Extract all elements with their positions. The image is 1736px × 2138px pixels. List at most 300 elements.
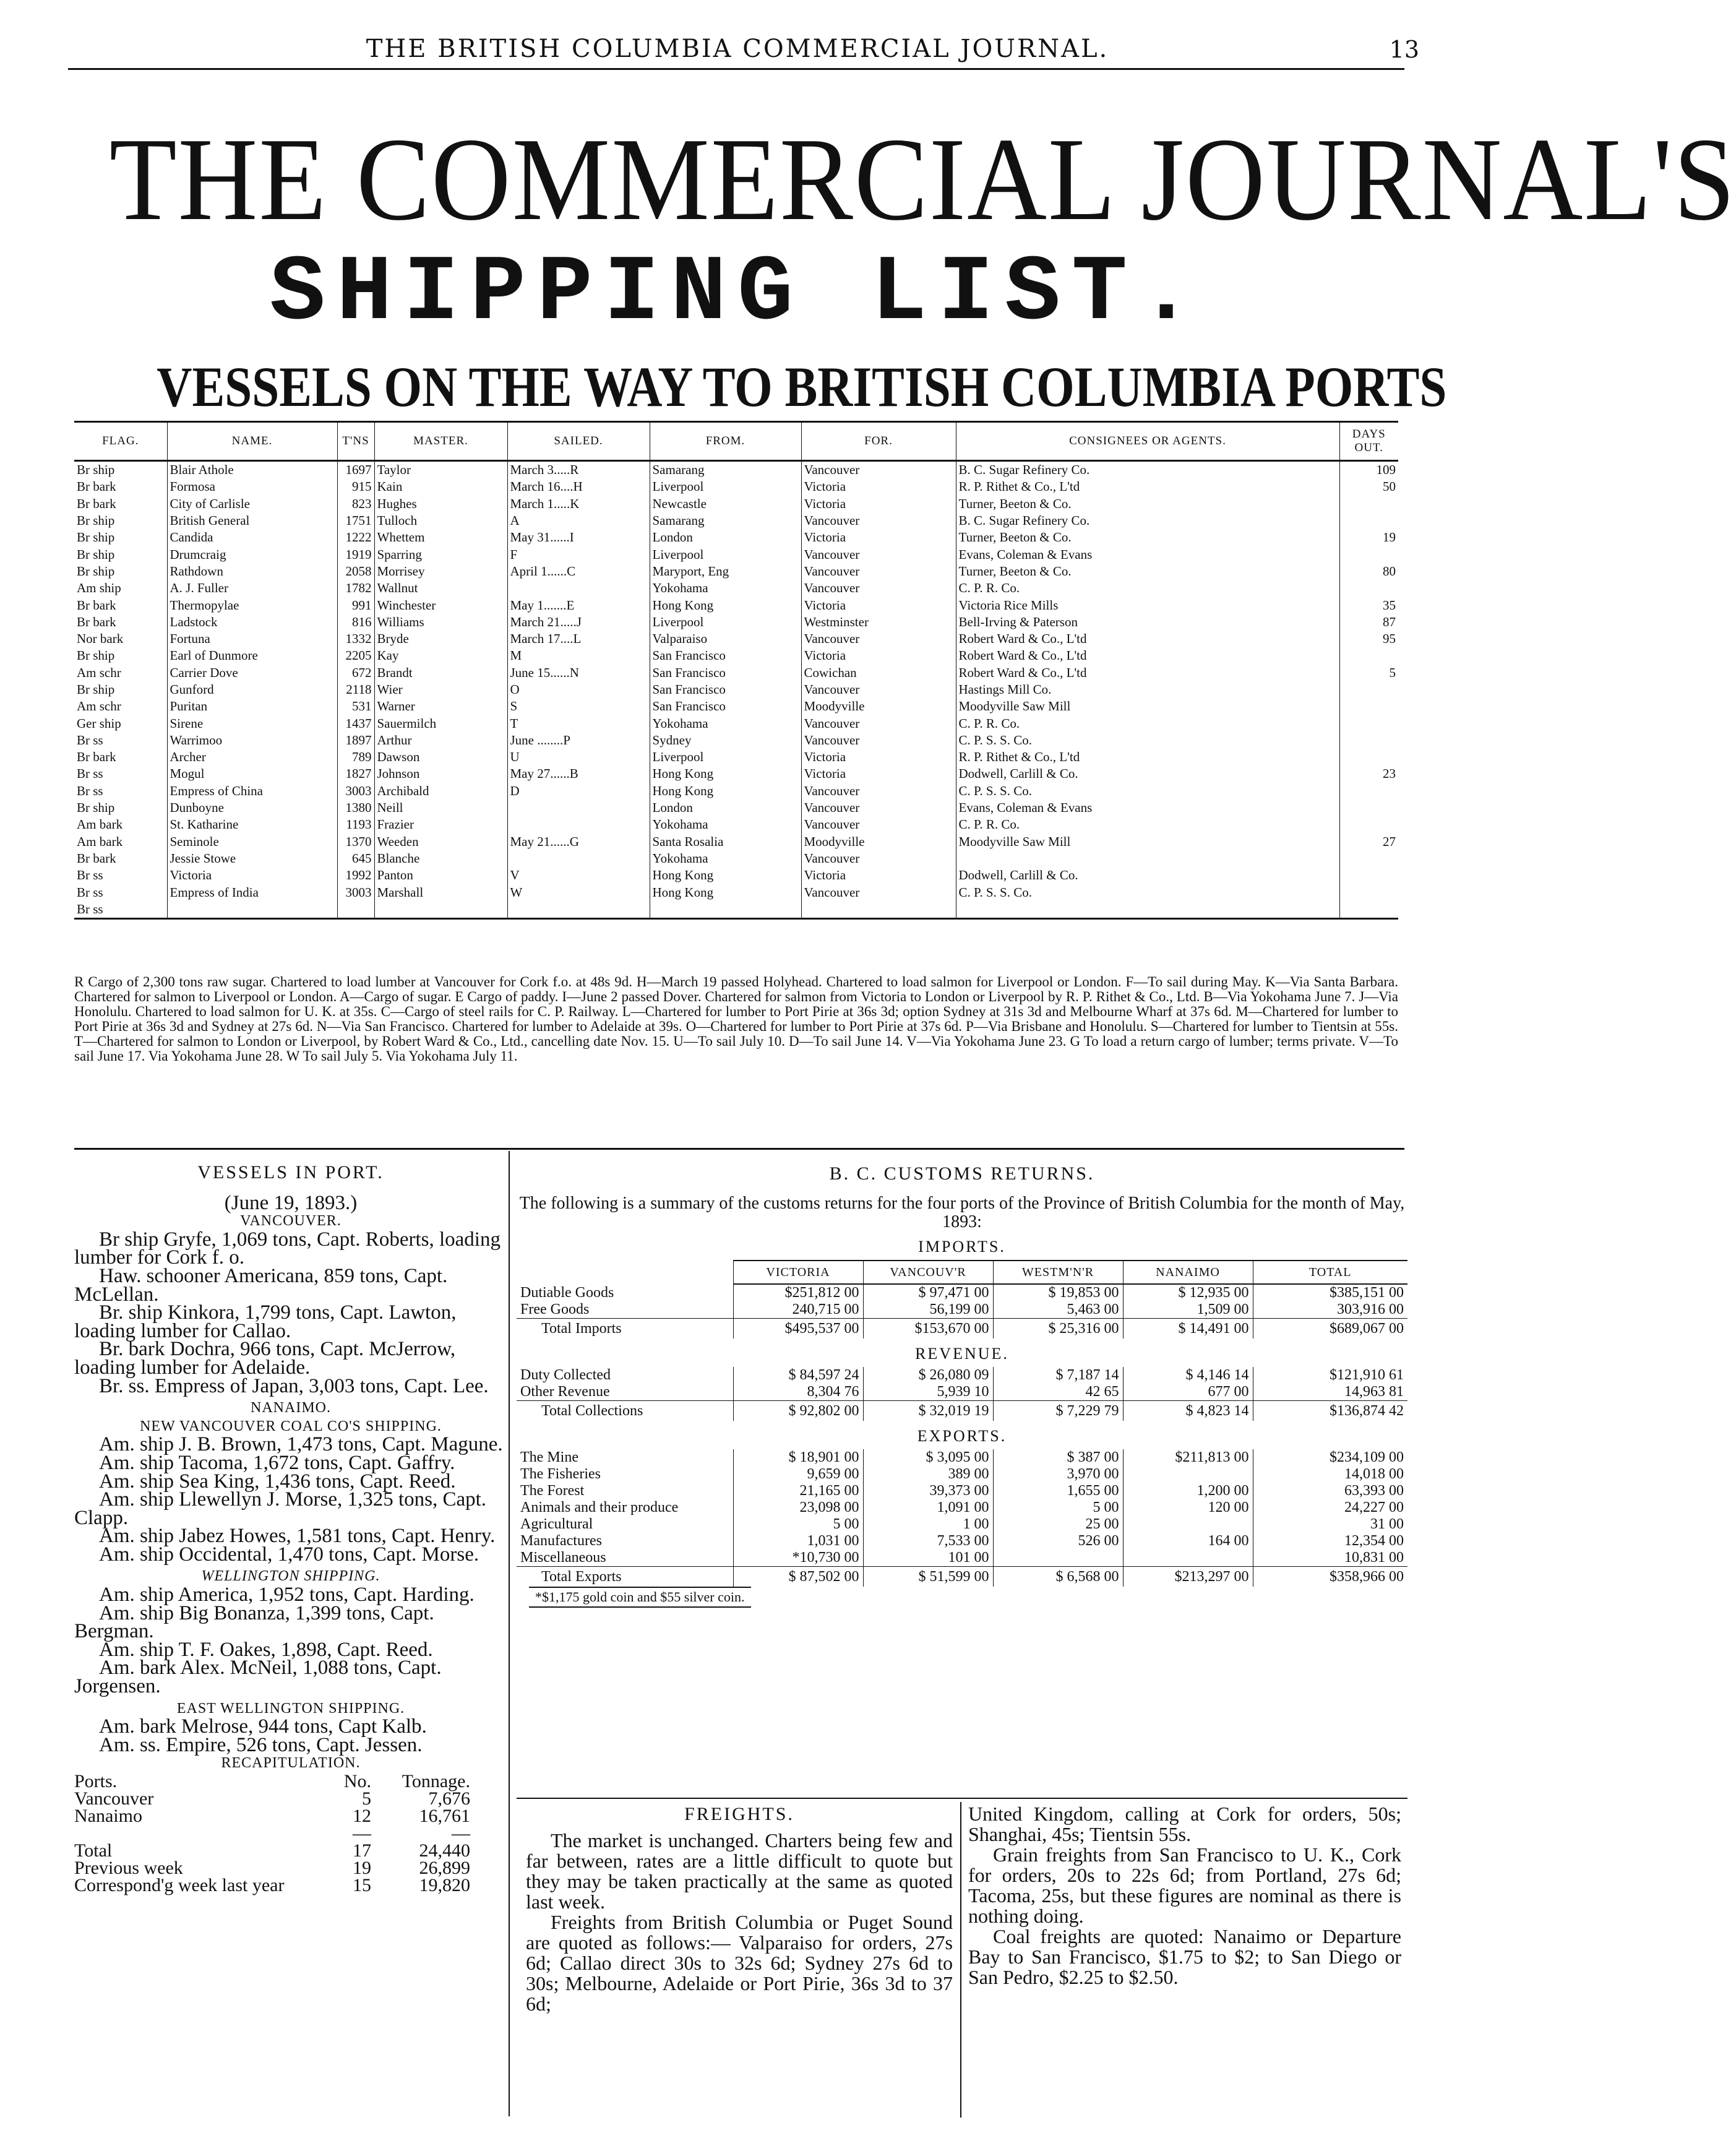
table-cell: Sauermilch bbox=[374, 715, 507, 731]
customs-cell: 1,031 00 bbox=[733, 1533, 863, 1550]
table-row bbox=[74, 665, 1398, 681]
table-cell: Victoria Rice Mills bbox=[956, 597, 1339, 613]
nanaimo-list bbox=[74, 1433, 507, 1566]
table-header bbox=[74, 422, 1398, 461]
customs-cell: 1,509 00 bbox=[1123, 1301, 1253, 1319]
vessels-in-port bbox=[74, 1163, 507, 1894]
table-cell: Robert Ward & Co., L'td bbox=[956, 647, 1339, 664]
table-cell: Jessie Stowe bbox=[167, 850, 337, 867]
table-cell bbox=[1339, 816, 1398, 833]
customs-cell bbox=[1123, 1516, 1253, 1533]
customs-cell: Manufactures bbox=[520, 1533, 602, 1549]
table-row bbox=[74, 816, 1398, 833]
customs-cell: 21,165 00 bbox=[733, 1483, 863, 1499]
customs-cell: 5,463 00 bbox=[993, 1301, 1123, 1319]
table-cell: Panton bbox=[374, 867, 507, 884]
customs-row bbox=[517, 1499, 1407, 1516]
customs-cell: $ 387 00 bbox=[993, 1449, 1123, 1466]
port-entry: Am. bark Melrose, 944 tons, Capt Kalb. bbox=[99, 1715, 427, 1738]
recap-cell: — bbox=[353, 1823, 371, 1843]
table-row bbox=[74, 546, 1398, 563]
customs-total-cell: $213,297 00 bbox=[1123, 1567, 1253, 1587]
table-row bbox=[74, 681, 1398, 698]
customs-total-cell: $ 25,316 00 bbox=[993, 1319, 1123, 1339]
table-cell: May 21......G bbox=[507, 834, 650, 850]
table-cell: 1751 bbox=[337, 512, 374, 529]
running-title: THE BRITISH COLUMBIA COMMERCIAL JOURNAL. bbox=[366, 35, 1109, 63]
customs-cell: 14,963 81 bbox=[1253, 1384, 1407, 1401]
table-cell: Br ship bbox=[77, 648, 115, 663]
table-row bbox=[74, 461, 1398, 479]
table-cell: Wier bbox=[374, 681, 507, 698]
table-cell bbox=[167, 901, 337, 919]
table-cell bbox=[507, 816, 650, 833]
table-cell: Empress of China bbox=[167, 783, 337, 800]
table-cell: March 21.....J bbox=[507, 614, 650, 631]
table-cell: 3003 bbox=[337, 884, 374, 900]
table-cell: Marshall bbox=[374, 884, 507, 900]
table-cell: Am bark bbox=[77, 817, 123, 832]
table-cell: Vancouver bbox=[801, 546, 956, 563]
table-cell: Sparring bbox=[374, 546, 507, 563]
customs-cell: 5 00 bbox=[993, 1499, 1123, 1516]
table-cell: Victoria bbox=[801, 647, 956, 664]
customs-cell: $ 26,080 09 bbox=[863, 1367, 993, 1384]
table-cell: Vancouver bbox=[801, 884, 956, 900]
table-cell: San Francisco bbox=[650, 681, 801, 698]
table-cell: May 27......B bbox=[507, 765, 650, 782]
imports-heading: IMPORTS. bbox=[918, 1238, 1006, 1256]
table-cell: 1827 bbox=[337, 765, 374, 782]
table-cell: Whettem bbox=[374, 529, 507, 546]
table-cell bbox=[1339, 884, 1398, 900]
customs-cell: $ 7,187 14 bbox=[993, 1367, 1123, 1384]
table-cell: Br ss bbox=[74, 901, 167, 919]
table-cell: Br ss bbox=[77, 783, 103, 798]
table-cell: 1222 bbox=[337, 529, 374, 546]
table-cell: S bbox=[507, 698, 650, 715]
table-cell: Carrier Dove bbox=[167, 665, 337, 681]
table-cell: Dodwell, Carlill & Co. bbox=[956, 867, 1339, 884]
table-row bbox=[74, 580, 1398, 597]
table-cell: Victoria bbox=[167, 867, 337, 884]
table-cell: March 1.....K bbox=[507, 496, 650, 512]
table-cell bbox=[507, 800, 650, 816]
table-cell: Vancouver bbox=[801, 461, 956, 479]
recap-col-header: Tonnage. bbox=[402, 1771, 470, 1791]
table-cell: Br ss bbox=[77, 732, 103, 748]
table-cell bbox=[1339, 800, 1398, 816]
table-cell: R. P. Rithet & Co., L'td bbox=[956, 749, 1339, 765]
imports-table bbox=[517, 1260, 1407, 1338]
table-cell: D bbox=[507, 783, 650, 800]
freights-p2: Freights from British Columbia or Puget Sound are quoted as follows:— Valparaiso for orders, 27s 6d; Callao direct 30s to 32s 6d; Sydney 27s 6d to 30s; Melbourne, Adelaide or Port Pirie, 36s 3d to 37 6d; bbox=[526, 1911, 953, 2015]
port-entry: Am. ship J. B. Brown, 1,473 tons, Capt. Magune. bbox=[99, 1433, 503, 1456]
table-cell: Mogul bbox=[167, 765, 337, 782]
table-cell: 1919 bbox=[337, 546, 374, 563]
table-cell: Am ship bbox=[77, 580, 121, 596]
table-cell bbox=[1339, 850, 1398, 867]
table-cell bbox=[1339, 496, 1398, 512]
recap-table bbox=[74, 1773, 507, 1894]
table-cell: Sirene bbox=[167, 715, 337, 731]
table-cell: Liverpool bbox=[650, 546, 801, 563]
table-cell: Vancouver bbox=[801, 783, 956, 800]
table-row bbox=[74, 698, 1398, 715]
customs-row bbox=[517, 1384, 1407, 1401]
table-cell: Santa Rosalia bbox=[650, 834, 801, 850]
table-row bbox=[74, 732, 1398, 749]
port-entry: Am. ship Big Bonanza, 1,399 tons, Capt. Bergman. bbox=[74, 1601, 434, 1643]
freights-p1: The market is unchanged. Charters being few and far between, rates are a little difficult to quote but they may be taken practically at the same as quoted last week. bbox=[526, 1829, 953, 1913]
table-cell: Victoria bbox=[801, 529, 956, 546]
table-cell: 19 bbox=[1339, 529, 1398, 546]
customs-total-cell: $ 14,491 00 bbox=[1123, 1319, 1253, 1339]
table-cell: Victoria bbox=[801, 478, 956, 495]
customs-row bbox=[517, 1367, 1407, 1384]
table-cell: 531 bbox=[337, 698, 374, 715]
table-cell: Br ship bbox=[77, 563, 115, 579]
table-cell: Blanche bbox=[374, 850, 507, 867]
customs-total-cell: Total Collections bbox=[517, 1401, 733, 1421]
table-cell: Vancouver bbox=[801, 681, 956, 698]
port-entry: Br ship Gryfe, 1,069 tons, Capt. Roberts, loading lumber for Cork f. o. bbox=[74, 1228, 501, 1269]
customs-cell: 12,354 00 bbox=[1253, 1533, 1407, 1550]
table-row bbox=[74, 783, 1398, 800]
table-cell bbox=[801, 901, 956, 919]
customs-cell: The Forest bbox=[520, 1483, 585, 1499]
customs-cell: 1,655 00 bbox=[993, 1483, 1123, 1499]
table-cell: Yokohama bbox=[650, 715, 801, 731]
customs-intro: The following is a summary of the customs returns for the four ports of the Province of British Columbia for the month of May, 1893: bbox=[519, 1194, 1405, 1231]
port-entry: Br. ship Kinkora, 1,799 tons, Capt. Lawton, loading lumber for Callao. bbox=[74, 1301, 457, 1342]
table-cell: 50 bbox=[1339, 478, 1398, 495]
table-cell bbox=[1339, 732, 1398, 749]
freights-rule bbox=[517, 1798, 1407, 1799]
table-cell: April 1......C bbox=[507, 563, 650, 580]
table-cell: 27 bbox=[1339, 834, 1398, 850]
table-cell: Maryport, Eng bbox=[650, 563, 801, 580]
table-cell: 1992 bbox=[337, 867, 374, 884]
customs-cell: $ 84,597 24 bbox=[733, 1367, 863, 1384]
table-cell: Robert Ward & Co., L'td bbox=[956, 631, 1339, 647]
table-cell: Kay bbox=[374, 647, 507, 664]
table-cell: F bbox=[507, 546, 650, 563]
blank-cell bbox=[517, 1261, 733, 1284]
table-cell: Br bark bbox=[77, 479, 116, 494]
table-cell: Thermopylae bbox=[167, 597, 337, 613]
customs-total-cell: $136,874 42 bbox=[1253, 1401, 1407, 1421]
customs-total-cell: Total Imports bbox=[517, 1319, 733, 1339]
recap-cell: Previous week bbox=[74, 1858, 183, 1878]
table-cell bbox=[1339, 749, 1398, 765]
table-cell bbox=[507, 850, 650, 867]
table-cell: M bbox=[507, 647, 650, 664]
table-cell: Bryde bbox=[374, 631, 507, 647]
table-cell: Victoria bbox=[801, 597, 956, 613]
table-cell: Br ship bbox=[77, 682, 115, 697]
table-cell: Puritan bbox=[167, 698, 337, 715]
recap-col-header: Ports. bbox=[74, 1771, 118, 1791]
customs-total-row bbox=[517, 1567, 1407, 1587]
table-cell: C. P. S. S. Co. bbox=[956, 884, 1339, 900]
port-entry: Br. bark Dochra, 966 tons, Capt. McJerrow, loading lumber for Adelaide. bbox=[74, 1338, 456, 1379]
table-cell: Tulloch bbox=[374, 512, 507, 529]
table-cell: Candida bbox=[167, 529, 337, 546]
customs-col-header: NANAIMO bbox=[1123, 1261, 1253, 1284]
table-cell: Br ss bbox=[77, 868, 103, 883]
table-cell bbox=[1339, 783, 1398, 800]
wellington-list bbox=[74, 1586, 507, 1696]
table-cell: Winchester bbox=[374, 597, 507, 613]
table-cell bbox=[1339, 901, 1398, 919]
customs-cell: 24,227 00 bbox=[1253, 1499, 1407, 1516]
table-cell: Br bark bbox=[77, 597, 116, 613]
table-cell bbox=[337, 901, 374, 919]
table-cell: Br bark bbox=[77, 496, 116, 511]
column-header: SAILED. bbox=[507, 422, 650, 461]
table-cell: Fortuna bbox=[167, 631, 337, 647]
table-cell: 95 bbox=[1339, 631, 1398, 647]
table-cell: Liverpool bbox=[650, 478, 801, 495]
customs-cell: 5,939 10 bbox=[863, 1384, 993, 1401]
table-cell: Br bark bbox=[77, 749, 116, 765]
table-row bbox=[74, 834, 1398, 850]
table-cell: C. P. R. Co. bbox=[956, 715, 1339, 731]
table-row bbox=[74, 901, 1398, 919]
table-cell: June 15......N bbox=[507, 665, 650, 681]
table-cell: T bbox=[507, 715, 650, 731]
customs-total-cell: $689,067 00 bbox=[1253, 1319, 1407, 1339]
recap-col-header: No. bbox=[343, 1771, 371, 1791]
table-cell: Vancouver bbox=[801, 563, 956, 580]
customs-cell: 1,091 00 bbox=[863, 1499, 993, 1516]
customs-cell: Agricultural bbox=[520, 1516, 593, 1532]
recap-cell: 7,676 bbox=[428, 1788, 470, 1809]
port-entry: Am. bark Alex. McNeil, 1,088 tons, Capt. Jorgensen. bbox=[74, 1657, 442, 1698]
table-cell: Kain bbox=[374, 478, 507, 495]
freights-heading: FREIGHTS. bbox=[684, 1804, 794, 1824]
customs-row bbox=[517, 1449, 1407, 1466]
table-cell: Taylor bbox=[374, 461, 507, 479]
column-header: MASTER. bbox=[374, 422, 507, 461]
table-cell: Vancouver bbox=[801, 631, 956, 647]
column-header: FOR. bbox=[801, 422, 956, 461]
recap-cell: 24,440 bbox=[419, 1840, 470, 1861]
freights-p5: Coal freights are quoted: Nanaimo or Departure Bay to San Francisco, $1.75 to $2; to San Diego or San Pedro, $2.25 to $2.50. bbox=[968, 1925, 1401, 1988]
table-cell: 3003 bbox=[337, 783, 374, 800]
table-cell: Hong Kong bbox=[650, 597, 801, 613]
customs-cell: The Fisheries bbox=[520, 1466, 601, 1482]
table-cell: 789 bbox=[337, 749, 374, 765]
table-cell: Valparaiso bbox=[650, 631, 801, 647]
table-cell: Newcastle bbox=[650, 496, 801, 512]
table-cell: Br ship bbox=[77, 462, 115, 478]
vancouver-list bbox=[74, 1228, 507, 1397]
freights-left bbox=[526, 1804, 953, 2014]
table-cell: 2058 bbox=[337, 563, 374, 580]
table-cell: Rathdown bbox=[167, 563, 337, 580]
customs-cell: 9,659 00 bbox=[733, 1466, 863, 1483]
table-cell: Victoria bbox=[801, 867, 956, 884]
table-cell: 672 bbox=[337, 665, 374, 681]
table-cell bbox=[1339, 715, 1398, 731]
customs-cell: 677 00 bbox=[1123, 1384, 1253, 1401]
table-row bbox=[74, 765, 1398, 782]
customs-row bbox=[517, 1301, 1407, 1319]
port-entry: Am. ship Jabez Howes, 1,581 tons, Capt. Henry. bbox=[99, 1525, 496, 1548]
table-cell bbox=[1339, 698, 1398, 715]
customs-cell: 63,393 00 bbox=[1253, 1483, 1407, 1499]
port-entry: Am. ss. Empire, 526 tons, Capt. Jessen. bbox=[99, 1733, 423, 1756]
recap-cell: Vancouver bbox=[74, 1788, 154, 1809]
customs-row bbox=[517, 1483, 1407, 1499]
table-cell: Vancouver bbox=[801, 732, 956, 749]
table-cell: A. J. Fuller bbox=[167, 580, 337, 597]
customs-cell: 526 00 bbox=[993, 1533, 1123, 1550]
table-cell: Samarang bbox=[650, 512, 801, 529]
revenue-heading: REVENUE. bbox=[915, 1345, 1009, 1363]
table-row bbox=[74, 478, 1398, 495]
customs-cell: Miscellaneous bbox=[520, 1550, 606, 1566]
table-cell: Archer bbox=[167, 749, 337, 765]
table-cell: Hong Kong bbox=[650, 884, 801, 900]
customs-cell: $ 3,095 00 bbox=[863, 1449, 993, 1466]
customs-header-row bbox=[517, 1261, 1407, 1284]
column-header: T'NS bbox=[337, 422, 374, 461]
customs-cell: 23,098 00 bbox=[733, 1499, 863, 1516]
column-rule bbox=[509, 1151, 510, 2116]
table-row bbox=[74, 496, 1398, 512]
table-cell: O bbox=[507, 681, 650, 698]
revenue-table bbox=[517, 1367, 1407, 1421]
table-cell: May 31......I bbox=[507, 529, 650, 546]
recap-cell: Correspond'g week last year bbox=[74, 1875, 285, 1895]
table-cell: Earl of Dunmore bbox=[167, 647, 337, 664]
customs-cell: 1 00 bbox=[863, 1516, 993, 1533]
customs-total-cell: $358,966 00 bbox=[1253, 1567, 1407, 1587]
customs-cell bbox=[1123, 1550, 1253, 1567]
table-cell: Empress of India bbox=[167, 884, 337, 900]
freights-p4: Grain freights from San Francisco to U. K., Cork for orders, 20s to 22s 6d; from Portland, 27s 6d; Tacoma, 25s, but these figures are nominal as there is nothing doing. bbox=[968, 1843, 1401, 1927]
customs-cell bbox=[993, 1550, 1123, 1567]
customs-cell: The Mine bbox=[520, 1449, 578, 1465]
table-cell bbox=[1339, 512, 1398, 529]
table-row bbox=[74, 512, 1398, 529]
table-cell: Evans, Coleman & Evans bbox=[956, 546, 1339, 563]
table-row bbox=[74, 614, 1398, 631]
table-cell: San Francisco bbox=[650, 665, 801, 681]
port-entry: Am. ship Llewellyn J. Morse, 1,325 tons, Capt. Clapp. bbox=[74, 1488, 487, 1529]
table-cell: B. C. Sugar Refinery Co. bbox=[956, 461, 1339, 479]
masthead-title: THE COMMERCIAL JOURNAL'S bbox=[109, 113, 1736, 245]
table-cell: Victoria bbox=[801, 765, 956, 782]
customs-row bbox=[517, 1284, 1407, 1301]
table-cell: Hong Kong bbox=[650, 867, 801, 884]
table-cell: Ladstock bbox=[167, 614, 337, 631]
table-cell: R. P. Rithet & Co., L'td bbox=[956, 478, 1339, 495]
table-cell: Yokohama bbox=[650, 580, 801, 597]
customs-row bbox=[517, 1516, 1407, 1533]
freights-column-rule bbox=[960, 1802, 961, 2118]
recap-cell: 5 bbox=[362, 1788, 371, 1809]
recap-cell: 15 bbox=[353, 1875, 371, 1895]
table-cell: 23 bbox=[1339, 765, 1398, 782]
customs-row bbox=[517, 1466, 1407, 1483]
table-row bbox=[74, 597, 1398, 613]
table-cell: Sydney bbox=[650, 732, 801, 749]
table-cell: 1332 bbox=[337, 631, 374, 647]
customs-heading: B. C. CUSTOMS RETURNS. bbox=[829, 1163, 1095, 1184]
recap-cell: 26,899 bbox=[419, 1858, 470, 1878]
table-cell: Moodyville bbox=[801, 834, 956, 850]
vessels-notes: R Cargo of 2,300 tons raw sugar. Chartered to load lumber at Vancouver for Cork f.o. at 48s 9d. H—March 19 passed Holyhead. Chartered to load salmon for Liverpool or London. F—To sail during May. K—Via Santa Barbara. Chartered for salmon to Liverpool or London. A—Cargo of sugar. E Cargo of paddy. I—June 2 passed Dover. Chartered for salmon from Victoria to London or Liverpool by R. P. Rithet & Co., Ltd. B—Via Yokohama June 7. J—Via Honolulu. Chartered to load salmon for U. K. at 35s. C—Cargo of steel rails for C. P. Railway. L—Chartered for lumber to Port Pirie at 36s 3d; option Sydney at 31s 3d and Melbourne Wharf at 37s 6d. M—Chartered for lumber to Port Pirie at 36s 3d and Sydney at 27s 6d. N—Via San Francisco. Chartered for lumber to Adelaide at 39s. O—Chartered for lumber to Port Pirie at 37s 6d. P—Via Brisbane and Honolulu. S—Chartered for lumber to Tientsin at 55s. T—Chartered for salmon to London or Liverpool, by Robert Ward & Co., Ltd., cancelling date Nov. 15. U—To sail July 10. D—To sail June 14. V—Via Yokohama June 23. G To load a return cargo of lumber; terms private. V—To sail June 17. Via Yokohama June 28. W To sail July 5. Via Yokohama July 11. bbox=[74, 974, 1398, 1064]
customs-cell: $ 18,901 00 bbox=[733, 1449, 863, 1466]
table-row bbox=[74, 529, 1398, 546]
exports-footnote: *$1,175 gold coin and $55 silver coin. bbox=[529, 1587, 751, 1608]
customs-total-cell: $ 7,229 79 bbox=[993, 1401, 1123, 1421]
table-cell: London bbox=[650, 800, 801, 816]
customs-cell: Dutiable Goods bbox=[520, 1284, 614, 1301]
table-cell: Robert Ward & Co., L'td bbox=[956, 665, 1339, 681]
table-cell: Liverpool bbox=[650, 614, 801, 631]
recap-cell bbox=[74, 1825, 285, 1842]
table-cell: Gunford bbox=[167, 681, 337, 698]
recap-cell: 12 bbox=[353, 1806, 371, 1826]
table-cell: 1380 bbox=[337, 800, 374, 816]
vessels-in-port-heading: VESSELS IN PORT. bbox=[197, 1162, 384, 1183]
east-wellington-list bbox=[74, 1715, 507, 1756]
table-cell: 1782 bbox=[337, 580, 374, 597]
table-cell: Br bark bbox=[77, 850, 116, 866]
table-cell: Hughes bbox=[374, 496, 507, 512]
table-cell: C. P. R. Co. bbox=[956, 816, 1339, 833]
page-number: 13 bbox=[1389, 36, 1419, 63]
table-cell: C. P. S. S. Co. bbox=[956, 732, 1339, 749]
table-cell: Vancouver bbox=[801, 580, 956, 597]
customs-cell: Free Goods bbox=[520, 1301, 590, 1317]
table-row bbox=[74, 563, 1398, 580]
table-cell bbox=[1339, 681, 1398, 698]
table-cell: March 16....H bbox=[507, 478, 650, 495]
table-row bbox=[74, 850, 1398, 867]
table-cell: V bbox=[507, 867, 650, 884]
table-cell: Am schr bbox=[77, 665, 121, 680]
table-cell: Neill bbox=[374, 800, 507, 816]
customs-cell: 10,831 00 bbox=[1253, 1550, 1407, 1567]
table-cell: Nor bark bbox=[77, 631, 124, 647]
table-cell: 823 bbox=[337, 496, 374, 512]
customs-col-header: VANCOUV'R bbox=[863, 1261, 993, 1284]
customs-total-cell: $495,537 00 bbox=[733, 1319, 863, 1339]
port-entry: Am. ship Sea King, 1,436 tons, Capt. Reed. bbox=[99, 1470, 456, 1493]
table-cell: Br ship bbox=[77, 800, 115, 816]
customs-cell bbox=[1123, 1466, 1253, 1483]
customs-total-cell: $ 87,502 00 bbox=[733, 1567, 863, 1587]
table-cell: Dawson bbox=[374, 749, 507, 765]
customs-cell: Other Revenue bbox=[520, 1384, 610, 1400]
table-cell: Archibald bbox=[374, 783, 507, 800]
table-cell: C. P. R. Co. bbox=[956, 580, 1339, 597]
customs-cell: 101 00 bbox=[863, 1550, 993, 1567]
customs-total-cell: $ 6,568 00 bbox=[993, 1567, 1123, 1587]
table-row bbox=[74, 749, 1398, 765]
table-row bbox=[74, 647, 1398, 664]
table-cell: 109 bbox=[1339, 461, 1398, 479]
customs-cell: 25 00 bbox=[993, 1516, 1123, 1533]
table-cell: Yokohama bbox=[650, 850, 801, 867]
table-cell: St. Katharine bbox=[167, 816, 337, 833]
